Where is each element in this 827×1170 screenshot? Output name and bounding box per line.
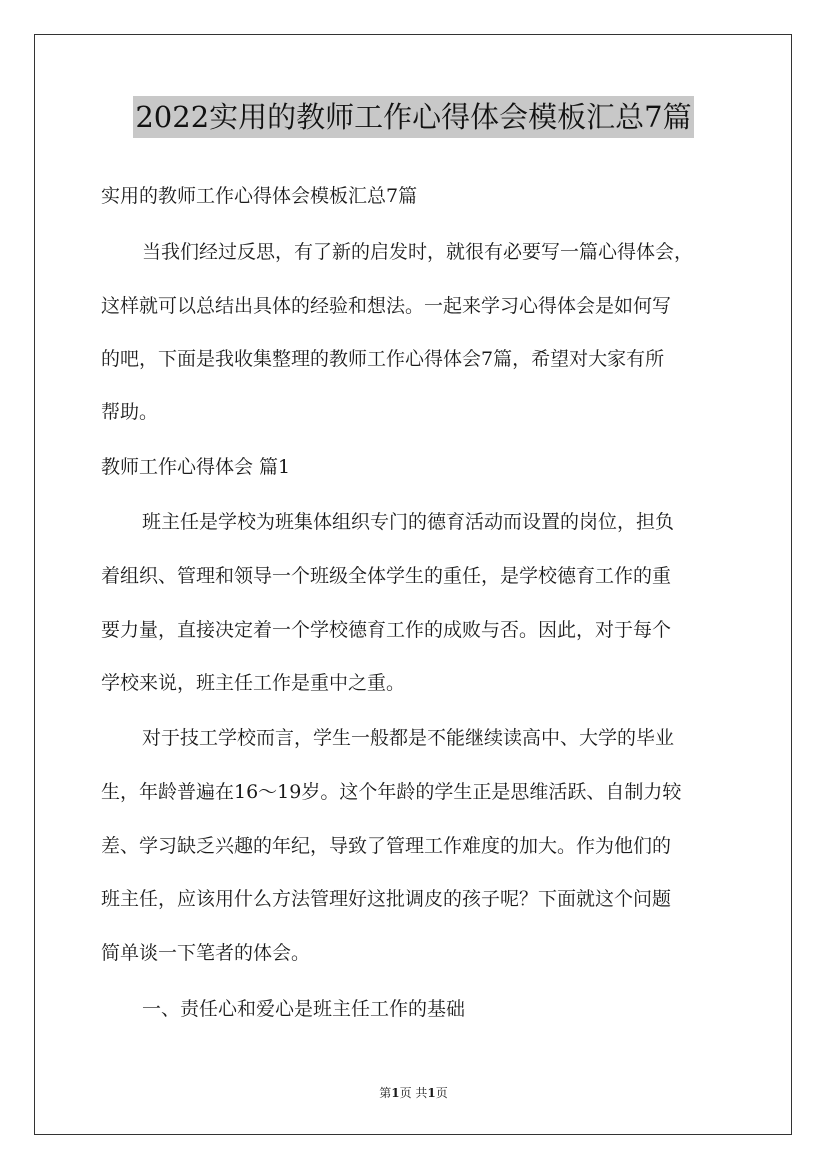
footer-page-number: 1 xyxy=(391,1086,400,1100)
footer-page-total: 1 xyxy=(427,1086,436,1100)
paragraph-line: 的吧，下面是我收集整理的教师工作心得体会7篇，希望对大家有所 xyxy=(101,348,665,370)
paragraph-line: 要力量，直接决定着一个学校德育工作的成败与否。因此，对于每个 xyxy=(101,619,672,641)
page-footer xyxy=(0,1084,827,1101)
paragraph-line: 这样就可以总结出具体的经验和想法。一起来学习心得体会是如何写 xyxy=(101,295,672,317)
subsection-heading: 一、责任心和爱心是班主任工作的基础 xyxy=(142,998,466,1020)
footer-page-prefix: 第 xyxy=(379,1086,392,1100)
paragraph-line: 班主任是学校为班集体组织专门的德育活动而设置的岗位，担负 xyxy=(142,511,675,533)
subtitle-line: 实用的教师工作心得体会模板汇总7篇 xyxy=(101,185,418,207)
paragraph-line: 生，年龄普遍在16～19岁。这个年龄的学生正是思维活跃、自制力较 xyxy=(101,781,682,803)
paragraph-line: 对于技工学校而言，学生一般都是不能继续读高中、大学的毕业 xyxy=(142,727,675,749)
paragraph-line: 简单谈一下笔者的体会。 xyxy=(101,942,311,964)
footer-page-mid: 页 共 xyxy=(399,1086,428,1100)
paragraph-line: 帮助。 xyxy=(101,401,159,423)
footer-page-suffix: 页 xyxy=(435,1086,448,1100)
paragraph-line: 差、学习缺乏兴趣的年纪，导致了管理工作难度的加大。作为他们的 xyxy=(101,835,672,857)
paragraph-line: 学校来说，班主任工作是重中之重。 xyxy=(101,672,406,694)
paragraph-line: 班主任，应该用什么方法管理好这批调皮的孩子呢？下面就这个问题 xyxy=(101,888,672,910)
paragraph-line: 着组织、管理和领导一个班级全体学生的重任，是学校德育工作的重 xyxy=(101,565,672,587)
section-heading: 教师工作心得体会 篇1 xyxy=(101,456,291,478)
title-container xyxy=(0,96,827,138)
paragraph-line: 当我们经过反思，有了新的启发时，就很有必要写一篇心得体会， xyxy=(142,241,694,263)
document-title: 2022实用的教师工作心得体会模板汇总7篇 xyxy=(133,96,693,138)
